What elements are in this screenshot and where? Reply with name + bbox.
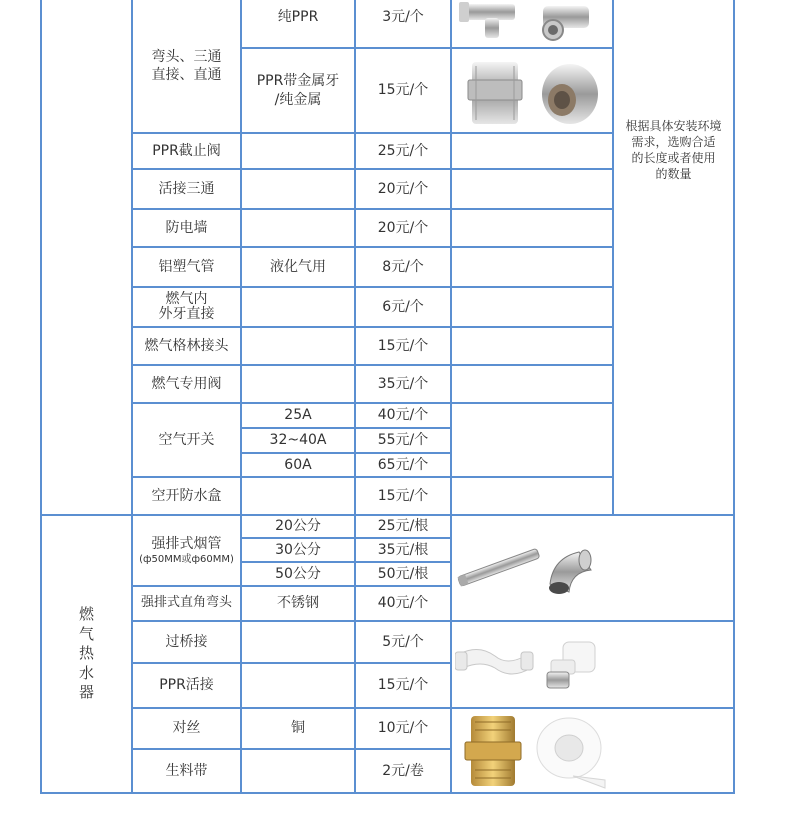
price-nipple: 10元/个 bbox=[377, 720, 429, 737]
name-line: 燃气内 bbox=[165, 290, 208, 307]
spec-flue-elbow: 不锈钢 bbox=[277, 595, 319, 612]
name-line: 强排式烟管 bbox=[151, 535, 222, 552]
spec-flue-2: 30公分 bbox=[275, 541, 321, 558]
price-flue-1: 25元/根 bbox=[377, 518, 429, 535]
flue-pipe-icon bbox=[455, 540, 607, 596]
price-elbow-a: 3元/个 bbox=[382, 9, 424, 26]
price-union-tee: 20元/个 bbox=[377, 180, 429, 197]
note-line: 根据具体安装环境 bbox=[625, 118, 722, 133]
metal-fitting-icon bbox=[458, 54, 606, 128]
brass-nipple-icon bbox=[455, 712, 607, 790]
name-line: 弯头、三通 bbox=[151, 48, 222, 65]
spec-flue-3: 50公分 bbox=[275, 565, 321, 582]
spec-elbow-a: 纯PPR bbox=[277, 9, 319, 26]
name-bridge: 过桥接 bbox=[165, 633, 208, 650]
name-gas-pipe: 铝塑气管 bbox=[158, 258, 215, 275]
name-gas-valve: 燃气专用阀 bbox=[151, 375, 222, 392]
spec-line: /纯金属 bbox=[274, 91, 322, 108]
bridge-fitting-icon bbox=[455, 634, 607, 692]
spec-elbow-b bbox=[242, 49, 354, 132]
group-char: 热 bbox=[78, 644, 94, 663]
spec-air-switch-3: 60A bbox=[284, 456, 312, 473]
name-union-tee: 活接三通 bbox=[158, 180, 215, 197]
spec-gas-pipe: 液化气用 bbox=[270, 258, 326, 275]
spec-air-switch-2: 32~40A bbox=[269, 432, 327, 449]
group-char: 气 bbox=[78, 624, 94, 643]
name-air-switch: 空气开关 bbox=[158, 431, 215, 448]
price-gas-thread: 6元/个 bbox=[382, 298, 424, 315]
price-gas-pipe: 8元/个 bbox=[382, 258, 424, 275]
note-line: 需求，选购合适 bbox=[631, 134, 716, 149]
name-waterproof-box: 空开防水盒 bbox=[151, 487, 222, 504]
price-elbow-b: 15元/个 bbox=[377, 82, 429, 99]
angle-valve-icon bbox=[455, 0, 607, 46]
name-gas-thread bbox=[133, 288, 240, 326]
name-line: 外牙直接 bbox=[158, 306, 215, 322]
price-flue-elbow: 40元/个 bbox=[377, 595, 429, 612]
group-water-heater bbox=[42, 516, 131, 792]
name-anti-shock: 防电墙 bbox=[165, 219, 208, 236]
price-flue-2: 35元/根 bbox=[377, 541, 429, 558]
name-ppr-valve: PPR截止阀 bbox=[152, 142, 221, 159]
price-ppr-union: 15元/个 bbox=[377, 677, 429, 694]
price-air-switch-1: 40元/个 bbox=[377, 407, 429, 424]
price-flue-3: 50元/根 bbox=[377, 565, 429, 582]
name-sub: (ф50MM或ф60MM) bbox=[139, 554, 234, 566]
name-gas-joint: 燃气格林接头 bbox=[144, 337, 229, 354]
name-flue-elbow: 强排式直角弯头 bbox=[140, 595, 232, 611]
spec-air-switch-1: 25A bbox=[284, 407, 312, 424]
name-nipple: 对丝 bbox=[172, 720, 201, 737]
price-anti-shock: 20元/个 bbox=[377, 219, 429, 236]
spec-nipple: 铜 bbox=[291, 720, 305, 737]
name-tape: 生料带 bbox=[165, 762, 208, 779]
price-air-switch-3: 65元/个 bbox=[377, 456, 429, 473]
spec-flue-1: 20公分 bbox=[275, 518, 321, 535]
group-char: 水 bbox=[78, 663, 94, 682]
name-ppr-union: PPR活接 bbox=[159, 677, 214, 694]
price-ppr-valve: 25元/个 bbox=[377, 142, 429, 159]
group-char: 器 bbox=[78, 683, 94, 702]
group-char: 燃 bbox=[78, 605, 94, 624]
name-flue-pipe bbox=[133, 516, 240, 585]
price-gas-joint: 15元/个 bbox=[377, 337, 429, 354]
note-line: 的长度或者使用 bbox=[631, 151, 716, 165]
price-tape: 2元/卷 bbox=[382, 762, 424, 779]
price-waterproof-box: 15元/个 bbox=[377, 487, 429, 504]
price-bridge: 5元/个 bbox=[382, 633, 424, 650]
price-air-switch-2: 55元/个 bbox=[377, 432, 429, 449]
name-line: 直接、直通 bbox=[151, 67, 222, 83]
note-text bbox=[614, 0, 733, 300]
name-elbow bbox=[133, 0, 240, 132]
spec-line: PPR带金属牙 bbox=[256, 73, 340, 90]
note-line: 的数量 bbox=[655, 167, 692, 182]
price-gas-valve: 35元/个 bbox=[377, 375, 429, 392]
